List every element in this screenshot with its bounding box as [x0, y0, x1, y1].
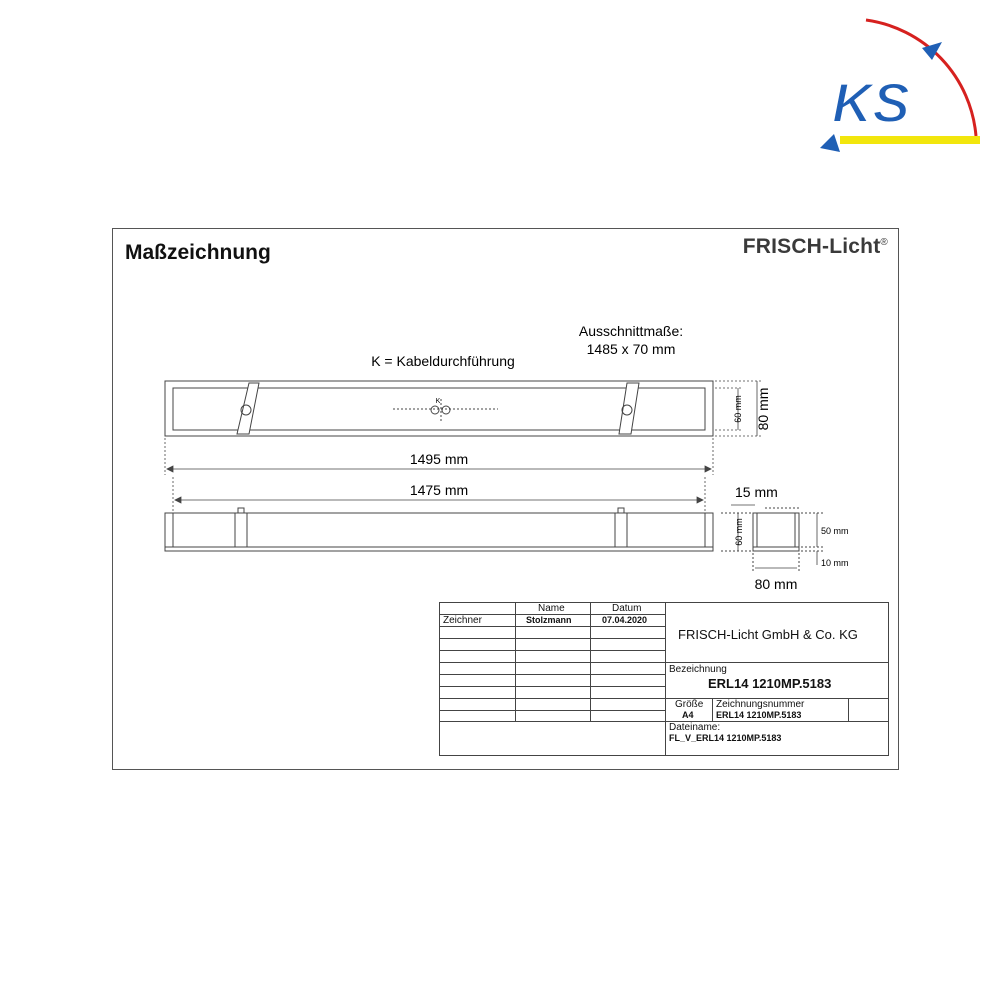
top-view	[165, 381, 713, 436]
cable-marker: K	[435, 398, 441, 405]
dim-80mm-bottom: 80 mm	[754, 576, 798, 592]
title-block	[439, 602, 889, 756]
cutout-label: Ausschnittmaße:	[578, 323, 684, 339]
side-clip-right	[615, 513, 627, 547]
drawing-sheet	[112, 228, 899, 770]
tb-bezeichnung-label: Bezeichnung	[669, 664, 727, 675]
side-view	[165, 508, 713, 551]
cable-legend: K = Kabeldurchführung	[371, 353, 515, 369]
cable-entry-hole-2	[442, 406, 450, 414]
dim-50mm: 50 mm	[821, 526, 849, 536]
tb-col-datum: Datum	[612, 603, 642, 614]
logo-triangle-left	[820, 134, 840, 152]
tb-bezeichnung-value: ERL14 1210MP.5183	[708, 676, 832, 691]
dim-1475mm: 1475 mm	[409, 482, 469, 498]
profile-outer	[753, 513, 799, 551]
tb-row-zeichner: Zeichner	[443, 615, 482, 626]
dim-15mm: 15 mm	[735, 484, 778, 500]
tb-name-value: Stolzmann	[526, 615, 572, 625]
profile-inner	[757, 513, 795, 547]
tb-groesse-value: A4	[682, 710, 694, 720]
brand-label: FRISCH-Licht®	[742, 235, 888, 258]
sheet-title: Maßzeichnung	[125, 241, 271, 264]
tb-company: FRISCH-Licht GmbH & Co. KG	[678, 627, 858, 642]
tb-date-value: 07.04.2020	[602, 615, 648, 625]
length-dims	[165, 438, 713, 511]
cutout-value: 1485 x 70 mm	[586, 341, 676, 357]
dim-1495mm: 1495 mm	[409, 451, 469, 467]
dim-10mm: 10 mm	[821, 558, 849, 568]
cable-entry-hole-1	[431, 406, 439, 414]
tb-zeichnungsnummer-value: ERL14 1210MP.5183	[716, 710, 802, 720]
ks-logo	[818, 14, 984, 168]
tb-dateiname-label: Dateiname:	[669, 722, 721, 733]
side-clip-left	[235, 513, 247, 547]
dim-60mm-side: 60 mm	[734, 518, 744, 546]
tb-groesse-label: Größe	[675, 699, 704, 710]
tb-zeichnungsnummer-label: Zeichnungsnummer	[716, 699, 805, 710]
mounting-clip-left	[237, 383, 259, 434]
tb-col-name: Name	[538, 603, 565, 614]
dim-60mm-top: 60 mm	[733, 395, 743, 423]
logo-text: KS	[832, 71, 910, 134]
tb-dateiname-value: FL_V_ERL14 1210MP.5183	[669, 733, 782, 743]
dim-80mm-top: 80 mm	[755, 387, 771, 431]
logo-yellow-bar	[840, 136, 980, 144]
